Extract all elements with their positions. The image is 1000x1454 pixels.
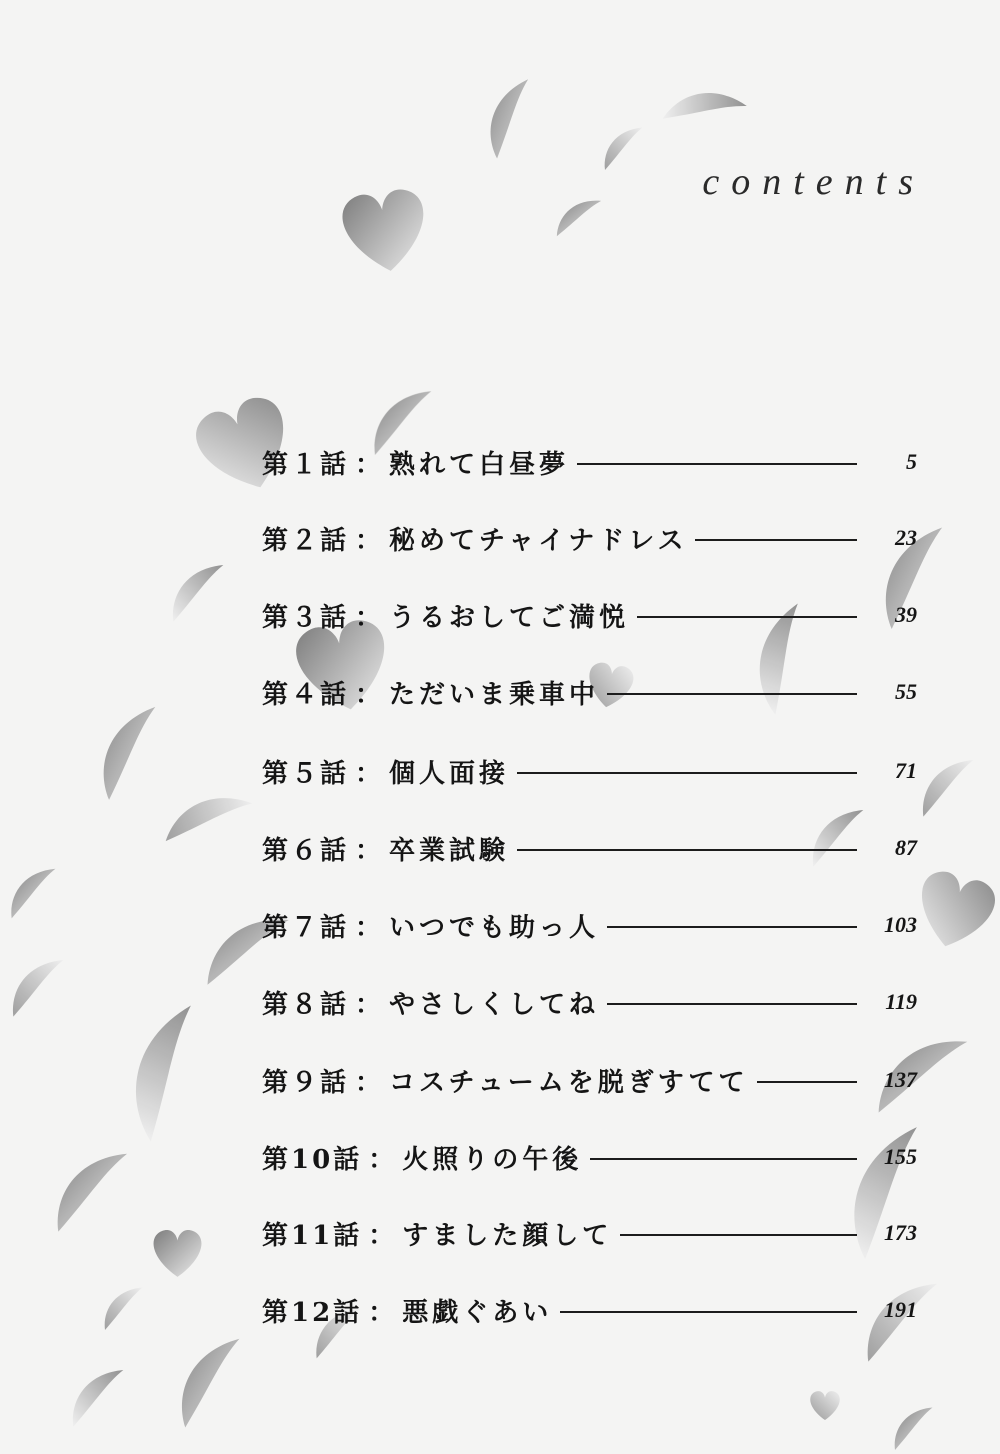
chapter-number: 第４話 [262, 679, 350, 710]
chapter-number: 第２話 [262, 525, 350, 556]
toc-entry[interactable] [262, 905, 917, 945]
chapter-title: 熟れて白昼夢 [389, 449, 570, 480]
page-number: 103 [884, 912, 917, 937]
leader-line [607, 693, 857, 695]
leader-line [577, 463, 857, 465]
separator: ： [355, 449, 382, 480]
chapter-title: コスチュームを脱ぎすてて [389, 1067, 749, 1098]
chapter-title: うるおしてご満悦 [389, 602, 630, 633]
page-number: 155 [884, 1144, 917, 1169]
page-number: 87 [895, 835, 917, 860]
toc-entry[interactable] [262, 518, 917, 558]
page-number: 55 [895, 679, 917, 704]
chapter-title: すました顔して [402, 1220, 613, 1251]
leader-line [637, 616, 857, 618]
separator: ： [368, 1220, 395, 1251]
toc-entry[interactable] [262, 982, 917, 1022]
separator: ： [368, 1297, 395, 1328]
toc-entry[interactable] [262, 1213, 917, 1253]
chapter-title: 悪戯ぐあい [402, 1297, 553, 1328]
toc-entry[interactable] [262, 442, 917, 482]
leader-line [590, 1158, 857, 1160]
contents-heading: contents [702, 161, 925, 203]
chapter-number: 第３話 [262, 602, 350, 633]
chapter-number: 第12話 [262, 1297, 363, 1328]
separator: ： [368, 1144, 395, 1175]
chapter-number: 第６話 [262, 835, 350, 866]
separator: ： [355, 989, 382, 1020]
page-number: 119 [885, 989, 917, 1014]
chapter-title: 秘めてチャイナドレス [389, 525, 688, 556]
leader-line [517, 772, 857, 774]
leader-line [695, 539, 857, 541]
page-number: 5 [906, 449, 917, 474]
page-number: 191 [884, 1297, 917, 1322]
chapter-title: やさしくしてね [389, 989, 600, 1020]
chapter-title: 卒業試験 [389, 835, 510, 866]
chapter-number: 第１話 [262, 449, 350, 480]
page-number: 23 [895, 525, 917, 550]
toc-entry[interactable] [262, 595, 917, 635]
chapter-title: ただいま乗車中 [389, 679, 600, 710]
toc-entry[interactable] [262, 751, 917, 791]
separator: ： [355, 679, 382, 710]
page-number: 137 [884, 1067, 917, 1092]
leader-line [757, 1081, 857, 1083]
toc-entry[interactable] [262, 1060, 917, 1100]
leader-line [607, 1003, 857, 1005]
page-number: 173 [884, 1220, 917, 1245]
page-number: 71 [895, 758, 917, 783]
leader-line [517, 849, 857, 851]
separator: ： [355, 602, 382, 633]
chapter-number: 第８話 [262, 989, 350, 1020]
chapter-number: 第11話 [262, 1220, 363, 1251]
separator: ： [355, 835, 382, 866]
leader-line [560, 1311, 857, 1313]
page-number: 39 [895, 602, 917, 627]
chapter-title: 個人面接 [389, 758, 510, 789]
leader-line [607, 926, 857, 928]
toc-entry[interactable] [262, 828, 917, 868]
chapter-number: 第５話 [262, 758, 350, 789]
chapter-title: 火照りの午後 [402, 1144, 583, 1175]
leader-line [620, 1234, 857, 1236]
separator: ： [355, 525, 382, 556]
chapter-number: 第７話 [262, 912, 350, 943]
toc-entry[interactable] [262, 672, 917, 712]
toc-entry[interactable] [262, 1290, 917, 1330]
separator: ： [355, 912, 382, 943]
separator: ： [355, 1067, 382, 1098]
chapter-number: 第10話 [262, 1144, 363, 1175]
chapter-title: いつでも助っ人 [389, 912, 600, 943]
separator: ： [355, 758, 382, 789]
table-of-contents [262, 0, 917, 1454]
toc-entry[interactable] [262, 1137, 917, 1177]
chapter-number: 第９話 [262, 1067, 350, 1098]
